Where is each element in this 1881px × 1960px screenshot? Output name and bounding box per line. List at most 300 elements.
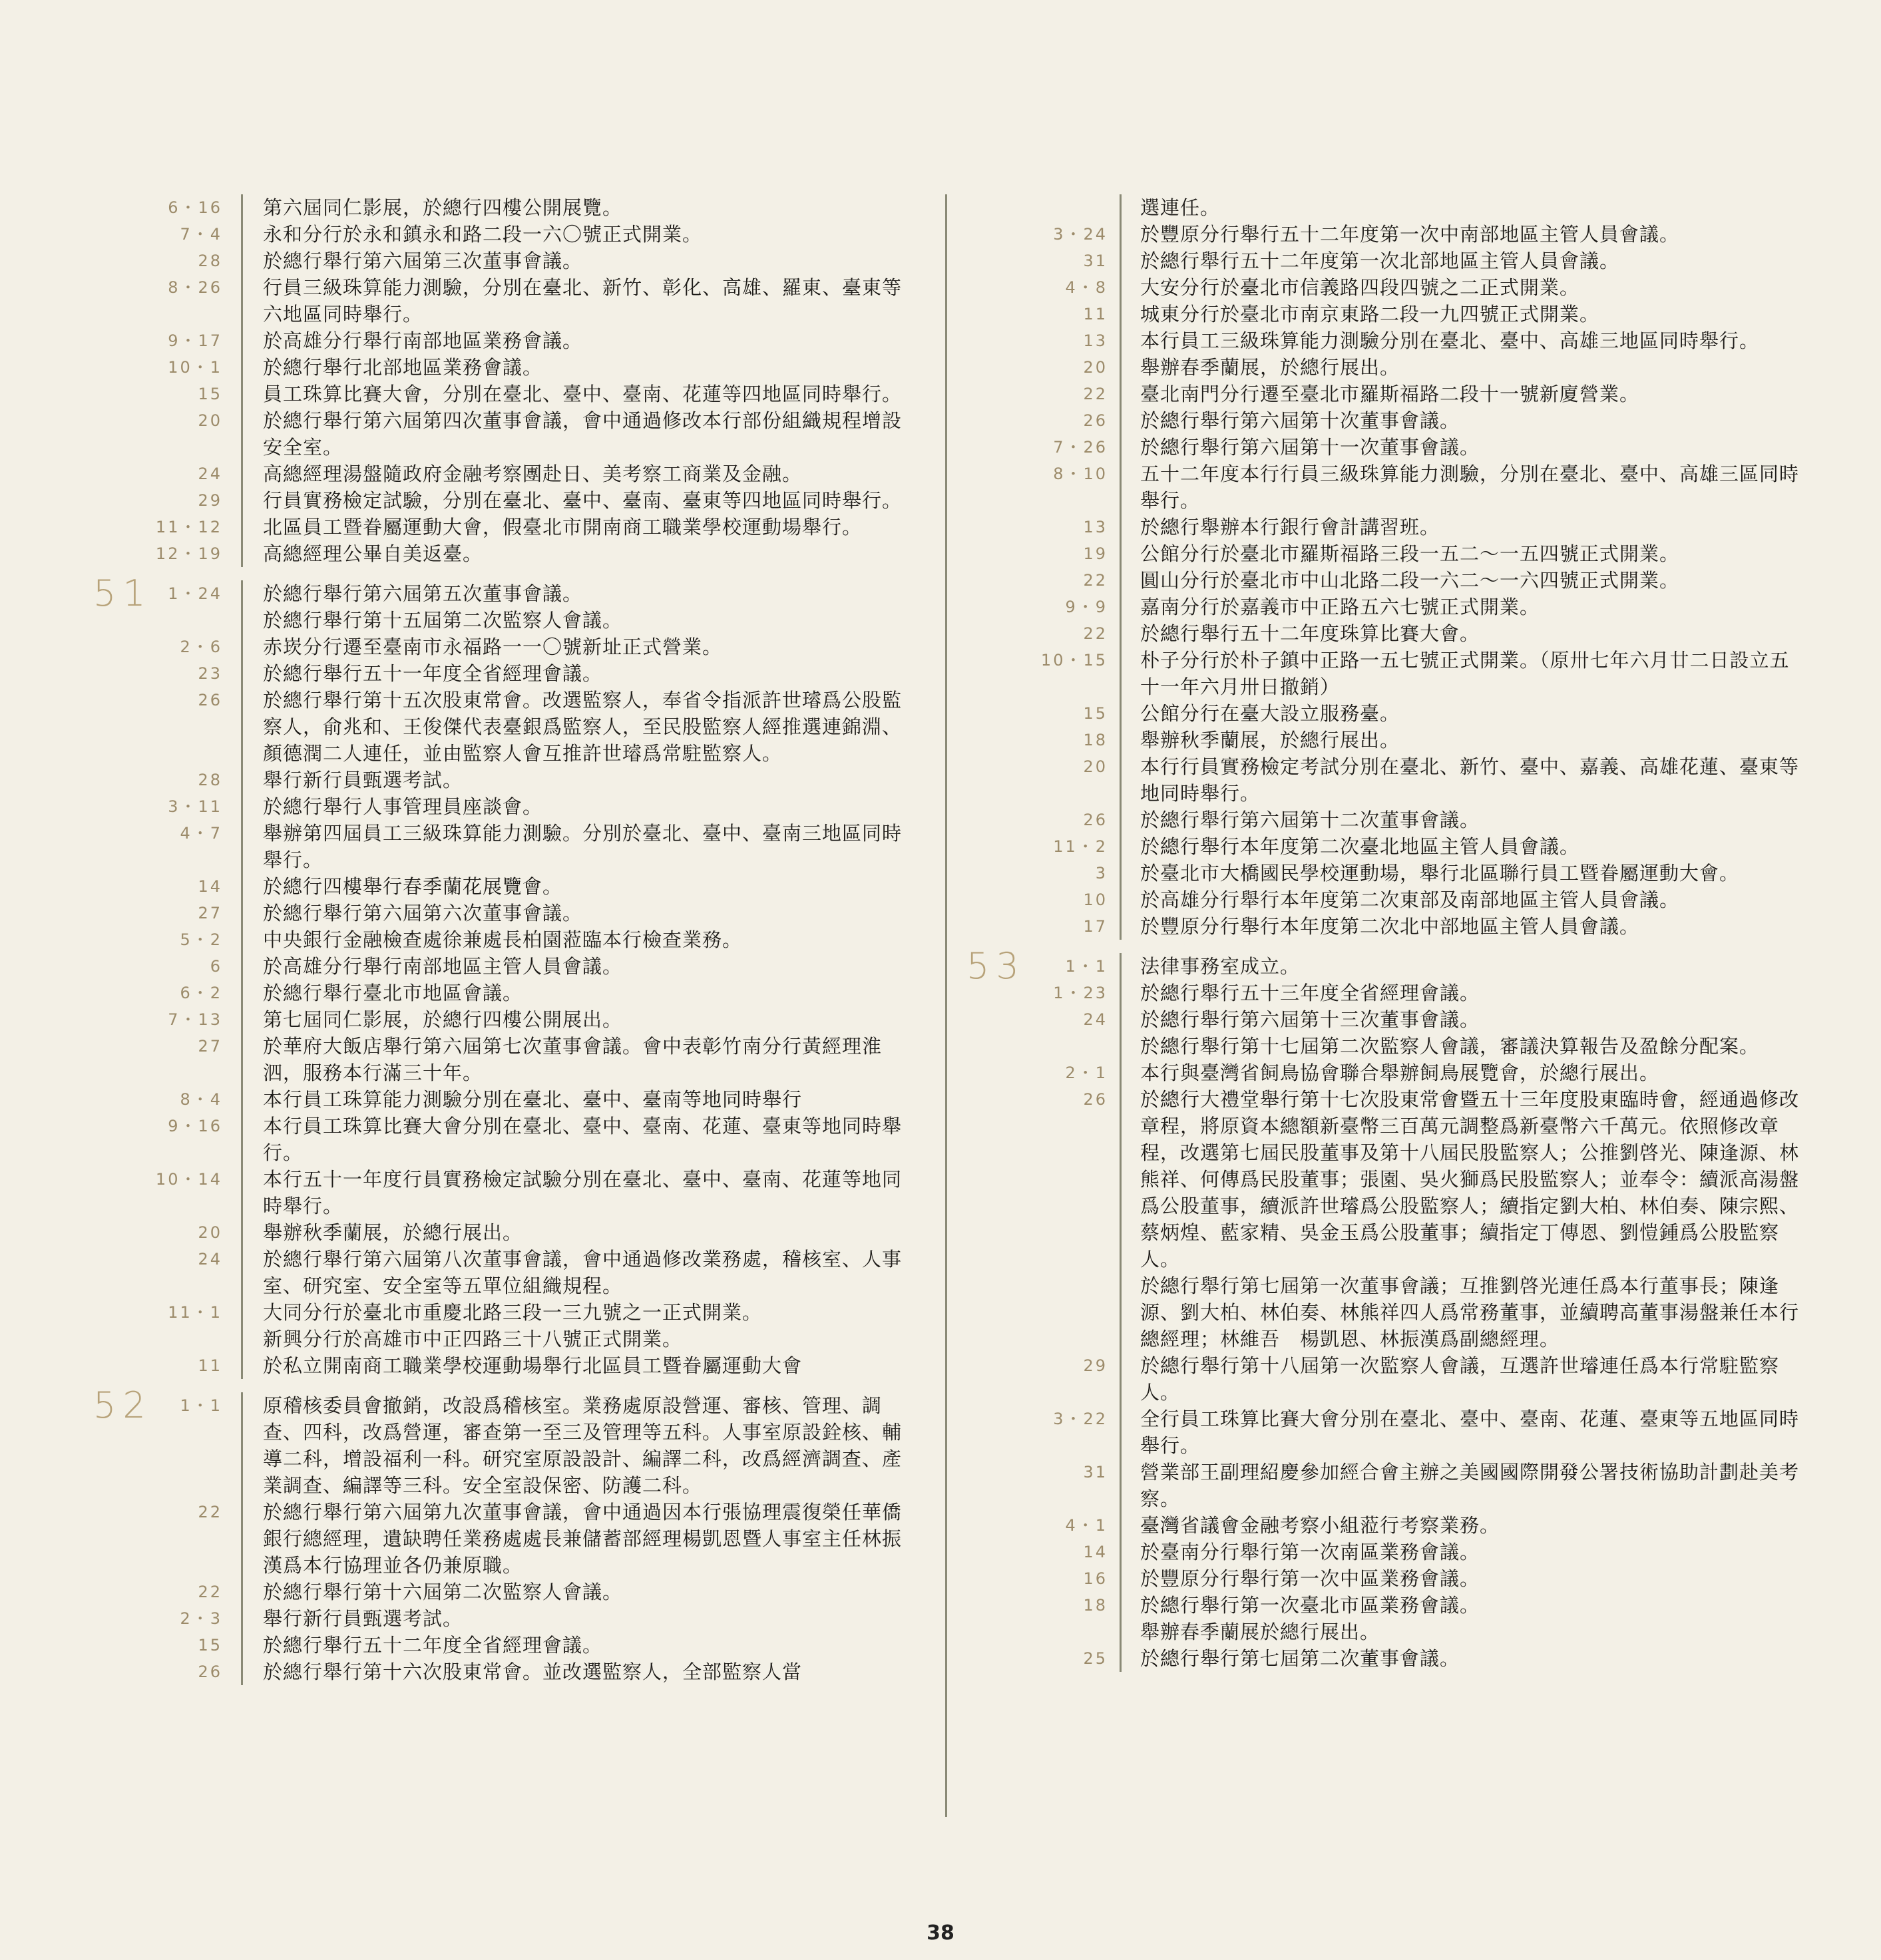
timeline-rule	[1120, 1459, 1122, 1512]
entry-date: 3・24	[1053, 225, 1108, 244]
timeline-rule	[241, 980, 243, 1006]
timeline-rule	[241, 793, 243, 820]
timeline-rule	[241, 820, 243, 873]
year-marker: 53	[966, 945, 1026, 987]
entry-date: 15	[198, 385, 222, 403]
timeline-rule	[241, 248, 243, 274]
entry-text: 本行與臺灣省飼鳥協會聯合舉辦飼鳥展覽會，於總行展出。	[1140, 1062, 1660, 1084]
entry-date: 7・13	[168, 1010, 222, 1029]
timeline-rule	[1120, 1352, 1122, 1406]
column-divider	[945, 194, 947, 1817]
timeline-rule	[1120, 1406, 1122, 1459]
timeline-rule	[1120, 514, 1122, 540]
chronology-entry	[0, 793, 905, 820]
entry-text: 五十二年度本行行員三級珠算能力測驗，分別在臺北、臺中、高雄三區同時舉行。	[1140, 463, 1800, 512]
entry-text: 於私立開南商工職業學校運動場舉行北區員工暨眷屬運動大會	[263, 1354, 803, 1377]
entry-text: 於總行舉行第六屆第十次董事會議。	[1140, 409, 1460, 432]
chronology-entry	[958, 407, 1806, 434]
entry-text: 於豐原分行舉行本年度第二次北中部地區主管人員會議。	[1140, 915, 1640, 938]
timeline-rule	[1120, 1086, 1122, 1273]
entry-date: 12・19	[155, 544, 222, 563]
entry-text: 於總行舉行第十七屆第二次監察人會議，審議決算報告及盈餘分配案。	[1140, 1035, 1760, 1058]
entry-date: 6	[210, 957, 222, 976]
entry-text: 本行員工珠算能力測驗分別在臺北、臺中、臺南等地同時舉行	[263, 1088, 803, 1111]
entry-date: 22	[198, 1583, 222, 1601]
timeline-rule	[1120, 886, 1122, 913]
timeline-rule	[1120, 274, 1122, 301]
chronology-entry	[958, 1512, 1806, 1539]
entry-text: 於總行舉行五十二年度第一次北部地區主管人員會議。	[1140, 250, 1620, 272]
entry-text: 舉辦秋季蘭展，於總行展出。	[1140, 729, 1400, 751]
timeline-rule	[241, 461, 243, 487]
entry-date: 3・22	[1053, 1410, 1108, 1428]
year-marker: 52	[93, 1384, 152, 1426]
entry-date: 28	[198, 771, 222, 789]
entry-text: 臺灣省議會金融考察小組蒞行考察業務。	[1140, 1514, 1500, 1537]
chronology-entry	[958, 274, 1806, 301]
chronology-entry	[0, 980, 905, 1006]
chronology-entry	[0, 820, 905, 873]
entry-text: 營業部王副理紹慶參加經合會主辦之美國國際開發公署技術協助計劃赴美考察。	[1140, 1461, 1800, 1510]
entry-text: 員工珠算比賽大會，分別在臺北、臺中、臺南、花蓮等四地區同時舉行。	[263, 383, 903, 405]
entry-text: 於總行舉行第六屆第十二次董事會議。	[1140, 809, 1480, 831]
chronology-entry	[0, 926, 905, 953]
timeline-rule	[241, 1299, 243, 1326]
entry-date: 22	[198, 1503, 222, 1521]
chronology-entry	[958, 860, 1806, 886]
timeline-rule	[241, 1006, 243, 1033]
entry-date: 26	[1083, 411, 1108, 430]
entry-text: 於總行舉辦本行銀行會計講習班。	[1140, 516, 1440, 538]
chronology-entry	[958, 1352, 1806, 1406]
entry-date: 20	[198, 1223, 222, 1242]
entry-text: 大安分行於臺北市信義路四段四號之二正式開業。	[1140, 276, 1580, 299]
timeline-rule	[1120, 647, 1122, 700]
entry-text: 新興分行於高雄市中正四路三十八號正式開業。	[263, 1328, 683, 1350]
chronology-entry	[0, 1632, 905, 1659]
timeline-rule	[1120, 194, 1122, 221]
entry-text: 舉辦春季蘭展於總行展出。	[1140, 1621, 1380, 1643]
timeline-rule	[241, 1632, 243, 1659]
entry-date: 9・9	[1065, 598, 1108, 616]
timeline-rule	[241, 381, 243, 407]
entry-text: 城東分行於臺北市南京東路二段一九四號正式開業。	[1140, 303, 1600, 325]
chronology-entry	[958, 1060, 1806, 1086]
chronology-entry	[0, 767, 905, 793]
entry-text: 於總行舉行第六屆第八次董事會議，會中通過修改業務處，稽核室、人事室、研究室、安全室等五單位組織規程。	[263, 1248, 903, 1297]
chronology-entry	[0, 1579, 905, 1605]
entry-date: 22	[1083, 571, 1108, 590]
timeline-rule	[1120, 354, 1122, 381]
entry-text: 行員實務檢定試驗，分別在臺北、臺中、臺南、臺東等四地區同時舉行。	[263, 489, 903, 512]
timeline-rule	[241, 1086, 243, 1113]
timeline-rule	[241, 1246, 243, 1299]
chronology-entry	[0, 221, 905, 248]
entry-date: 2・6	[180, 638, 222, 656]
chronology-left-column	[0, 194, 905, 1685]
chronology-entry	[958, 647, 1806, 700]
entry-text: 舉行新行員甄選考試。	[263, 769, 463, 791]
entry-date: 11・2	[1053, 837, 1108, 856]
page-number: 38	[927, 1921, 954, 1945]
chronology-entry	[958, 194, 1806, 221]
entry-date: 27	[198, 904, 222, 922]
entry-text: 第六屆同仁影展，於總行四樓公開展覽。	[263, 196, 623, 219]
chronology-right-column	[958, 194, 1806, 1672]
entry-text: 於總行舉行第六屆第十一次董事會議。	[1140, 436, 1480, 459]
entry-text: 於總行舉行五十二年度珠算比賽大會。	[1140, 622, 1480, 645]
entry-text: 高總經理湯盤隨政府金融考察團赴日、美考察工商業及金融。	[263, 463, 803, 485]
entry-date: 4・1	[1065, 1516, 1108, 1535]
timeline-rule	[1120, 980, 1122, 1006]
chronology-entry	[958, 807, 1806, 833]
entry-date: 10	[1083, 890, 1108, 909]
entry-date: 15	[198, 1636, 222, 1655]
entry-date: 19	[1083, 544, 1108, 563]
entry-text: 嘉南分行於嘉義市中正路五六七號正式開業。	[1140, 596, 1540, 618]
entry-date: 23	[198, 664, 222, 683]
chronology-entry	[958, 980, 1806, 1006]
chronology-entry	[0, 607, 905, 634]
timeline-rule	[241, 354, 243, 381]
chronology-entry	[0, 274, 905, 327]
entry-text: 於華府大飯店舉行第六屆第七次董事會議。會中表彰竹南分行黃經理淮泗，服務本行滿三十年。	[263, 1035, 883, 1084]
timeline-rule	[1120, 727, 1122, 753]
timeline-rule	[241, 1219, 243, 1246]
chronology-entry	[958, 540, 1806, 567]
chronology-entry	[0, 572, 905, 614]
chronology-entry	[0, 1384, 905, 1499]
entry-text: 於總行舉行第六屆第九次董事會議，會中通過因本行張協理震復榮任華僑銀行總經理，遺缺聘任業務處處長兼儲蓄部經理楊凱恩暨人事室主任林振漢爲本行協理並各仍兼原職。	[263, 1501, 903, 1577]
chronology-entry	[0, 461, 905, 487]
timeline-rule	[241, 580, 243, 607]
chronology-entry	[0, 1352, 905, 1379]
timeline-rule	[1120, 1539, 1122, 1565]
chronology-entry	[0, 381, 905, 407]
entry-text: 於總行舉行第六屆第五次董事會議。	[263, 582, 583, 605]
chronology-entry	[958, 1459, 1806, 1512]
entry-text: 本行員工珠算比賽大會分別在臺北、臺中、臺南、花蓮、臺東等地同時舉行。	[263, 1115, 903, 1164]
entry-text: 於高雄分行舉行南部地區主管人員會議。	[263, 955, 623, 978]
entry-text: 於豐原分行舉行第一次中區業務會議。	[1140, 1567, 1480, 1590]
timeline-rule	[1120, 1619, 1122, 1645]
chronology-entry	[0, 1246, 905, 1299]
timeline-rule	[241, 1579, 243, 1605]
entry-date: 14	[1083, 1543, 1108, 1561]
entry-text: 於總行舉行第七屆第一次董事會議；互推劉啓光連任爲本行董事長；陳逢源、劉大柏、林伯奏、林熊祥四人爲常務董事，並續聘高董事湯盤兼任本行總經理；林維吾 楊凱恩、林振漢爲副總經理。	[1140, 1274, 1800, 1350]
entry-text: 中央銀行金融檢查處徐兼處長柏園蒞臨本行檢查業務。	[263, 928, 743, 951]
chronology-entry	[0, 687, 905, 767]
entry-text: 法律事務室成立。	[1140, 955, 1301, 978]
entry-date: 20	[1083, 358, 1108, 377]
entry-text: 於總行舉行第十五次股東常會。改選監察人，奉省令指派許世璿爲公股監察人，俞兆和、王俊傑代表臺銀爲監察人，至民股監察人經推選連錦淵、顏德潤二人連任，並由監察人會互推許世璿爲常駐監察人。	[263, 689, 903, 765]
chronology-entry	[0, 514, 905, 540]
timeline-rule	[1120, 461, 1122, 514]
entry-date: 22	[1083, 385, 1108, 403]
entry-date: 26	[1083, 811, 1108, 829]
entry-text: 高總經理公畢自美返臺。	[263, 542, 483, 565]
chronology-entry	[958, 301, 1806, 327]
timeline-rule	[241, 1605, 243, 1632]
timeline-rule	[241, 1499, 243, 1579]
timeline-rule	[241, 194, 243, 221]
chronology-entry	[0, 1299, 905, 1326]
chronology-entry	[958, 727, 1806, 753]
entry-text: 永和分行於永和鎮永和路二段一六〇號正式開業。	[263, 223, 703, 246]
entry-date: 25	[1083, 1649, 1108, 1668]
timeline-rule	[1120, 1512, 1122, 1539]
entry-date: 31	[1083, 252, 1108, 270]
entry-date: 16	[1083, 1569, 1108, 1588]
entry-text: 北區員工暨眷屬運動大會，假臺北市開南商工職業學校運動場舉行。	[263, 516, 863, 538]
entry-date: 7・26	[1053, 438, 1108, 457]
chronology-entry	[958, 1006, 1806, 1033]
entry-text: 舉辦春季蘭展，於總行展出。	[1140, 356, 1400, 379]
entry-text: 於總行舉行五十三年度全省經理會議。	[1140, 982, 1480, 1004]
entry-date: 11	[1083, 305, 1108, 323]
entry-date: 18	[1083, 1596, 1108, 1615]
entry-date: 29	[1083, 1356, 1108, 1375]
timeline-rule	[241, 873, 243, 900]
entry-date: 13	[1083, 518, 1108, 536]
entry-date: 13	[1083, 331, 1108, 350]
entry-text: 於高雄分行舉行南部地區業務會議。	[263, 329, 583, 352]
chronology-entry	[0, 634, 905, 660]
entry-date: 22	[1083, 624, 1108, 643]
entry-text: 於總行舉行第七屆第二次董事會議。	[1140, 1647, 1460, 1670]
chronology-entry	[0, 540, 905, 567]
chronology-entry	[0, 900, 905, 926]
timeline-rule	[1120, 381, 1122, 407]
chronology-entry	[0, 1499, 905, 1579]
timeline-rule	[1120, 248, 1122, 274]
timeline-rule	[241, 1166, 243, 1219]
chronology-entry	[0, 1326, 905, 1352]
entry-text: 大同分行於臺北市重慶北路三段一三九號之一正式開業。	[263, 1301, 763, 1324]
chronology-entry	[0, 1166, 905, 1219]
entry-text: 於總行舉行第十六屆第二次監察人會議。	[263, 1581, 623, 1603]
entry-date: 27	[198, 1037, 222, 1056]
timeline-rule	[241, 1113, 243, 1166]
chronology-entry	[0, 660, 905, 687]
entry-date: 7・4	[180, 225, 222, 244]
chronology-entry	[958, 886, 1806, 913]
entry-date: 1・1	[180, 1396, 222, 1415]
timeline-rule	[1120, 407, 1122, 434]
timeline-rule	[241, 687, 243, 767]
timeline-rule	[1120, 1060, 1122, 1086]
timeline-rule	[241, 540, 243, 567]
chronology-entry	[958, 567, 1806, 594]
entry-date: 26	[198, 691, 222, 709]
entry-text: 舉辦秋季蘭展，於總行展出。	[263, 1221, 523, 1244]
entry-text: 行員三級珠算能力測驗，分別在臺北、新竹、彰化、高雄、羅東、臺東等六地區同時舉行。	[263, 276, 903, 325]
chronology-entry	[0, 248, 905, 274]
timeline-rule	[1120, 913, 1122, 940]
entry-text: 於總行四樓舉行春季蘭花展覽會。	[263, 875, 563, 898]
entry-date: 10・14	[155, 1170, 222, 1189]
entry-date: 8・26	[168, 278, 222, 297]
entry-text: 於總行舉行人事管理員座談會。	[263, 795, 543, 818]
chronology-entry	[958, 913, 1806, 940]
entry-text: 原稽核委員會撤銷，改設爲稽核室。業務處原設營運、審核、管理、調查、四科，改爲營運，審查第一至三及管理等五科。人事室原設銓核、輔導二科，增設福利一科。研究室原設設計、編譯二科，改爲經濟調查、產業調查、編譯等三科。安全室設保密、防護二科。	[263, 1394, 903, 1497]
entry-text: 於總行舉行第一次臺北市區業務會議。	[1140, 1594, 1480, 1617]
entry-text: 全行員工珠算比賽大會分別在臺北、臺中、臺南、花蓮、臺東等五地區同時舉行。	[1140, 1408, 1800, 1457]
entry-text: 舉辦第四屆員工三級珠算能力測驗。分別於臺北、臺中、臺南三地區同時舉行。	[263, 822, 903, 871]
entry-date: 26	[198, 1663, 222, 1681]
entry-text: 於總行舉行本年度第二次臺北地區主管人員會議。	[1140, 835, 1580, 858]
timeline-rule	[1120, 1273, 1122, 1352]
timeline-rule	[1120, 753, 1122, 807]
chronology-entry	[0, 953, 905, 980]
entry-text: 於總行舉行五十二年度全省經理會議。	[263, 1634, 603, 1657]
timeline-rule	[241, 900, 243, 926]
timeline-rule	[241, 514, 243, 540]
entry-date: 8・10	[1053, 465, 1108, 483]
timeline-rule	[241, 1659, 243, 1685]
timeline-rule	[241, 274, 243, 327]
chronology-entry	[958, 620, 1806, 647]
timeline-rule	[241, 1033, 243, 1086]
entry-text: 於豐原分行舉行五十二年度第一次中南部地區主管人員會議。	[1140, 223, 1680, 246]
timeline-rule	[241, 634, 243, 660]
entry-date: 10・15	[1040, 651, 1108, 670]
timeline-rule	[1120, 700, 1122, 727]
entry-date: 11	[198, 1356, 222, 1375]
entry-text: 於總行舉行第六屆第十三次董事會議。	[1140, 1008, 1480, 1031]
timeline-rule	[1120, 1645, 1122, 1672]
entry-text: 於總行舉行臺北市地區會議。	[263, 982, 523, 1004]
entry-date: 31	[1083, 1463, 1108, 1481]
timeline-rule	[241, 407, 243, 461]
chronology-entry	[958, 1273, 1806, 1352]
chronology-entry	[958, 514, 1806, 540]
chronology-entry	[958, 354, 1806, 381]
entry-date: 18	[1083, 731, 1108, 749]
chronology-entry	[0, 407, 905, 461]
entry-date: 1・23	[1053, 984, 1108, 1002]
entry-date: 2・3	[180, 1609, 222, 1628]
chronology-entry	[958, 381, 1806, 407]
entry-text: 於總行舉行第六屆第四次董事會議，會中通過修改本行部份組織規程增設安全室。	[263, 409, 903, 459]
entry-text: 臺北南門分行遷至臺北市羅斯福路二段十一號新廈營業。	[1140, 383, 1640, 405]
timeline-rule	[1120, 833, 1122, 860]
timeline-rule	[1120, 860, 1122, 886]
chronology-entry	[0, 873, 905, 900]
entry-date: 1・1	[1065, 957, 1108, 976]
timeline-rule	[1120, 434, 1122, 461]
entry-text: 公館分行在臺大設立服務臺。	[1140, 702, 1400, 725]
entry-date: 8・4	[180, 1090, 222, 1109]
chronology-entry	[958, 833, 1806, 860]
chronology-entry	[0, 1605, 905, 1632]
chronology-entry	[958, 221, 1806, 248]
entry-text: 於總行舉行第十五屆第二次監察人會議。	[263, 609, 623, 632]
entry-text: 圓山分行於臺北市中山北路二段一六二～一六四號正式開業。	[1140, 569, 1680, 592]
entry-text: 於總行大禮堂舉行第十七次股東常會暨五十三年度股東臨時會，經通過修改章程，將原資本總額新臺幣三百萬元調整爲新臺幣六千萬元。依照修改章程，改選第七屆民股董事及第十八屆民股監察人；公推劉啓光、陳逢源、林熊祥、何傳爲民股董事；張園、吳火獅爲民股監察人；並奉令：續派高湯盤爲公股董事，續派許世璿爲公股監察人；續指定劉大柏、林伯奏、陳宗熙、蔡炳煌、藍家精、吳金玉爲公股董事；續指定丁傳恩、劉愷鍾爲公股監察人。	[1140, 1088, 1800, 1271]
entry-date: 28	[198, 252, 222, 270]
entry-date: 2・1	[1065, 1064, 1108, 1082]
entry-date: 15	[1083, 704, 1108, 723]
chronology-entry	[0, 487, 905, 514]
entry-date: 24	[198, 465, 222, 483]
chronology-entry	[0, 1113, 905, 1166]
entry-text: 本行員工三級珠算能力測驗分別在臺北、臺中、高雄三地區同時舉行。	[1140, 329, 1760, 352]
entry-text: 本行行員實務檢定考試分別在臺北、新竹、臺中、嘉義、高雄花蓮、臺東等地同時舉行。	[1140, 755, 1800, 805]
entry-text: 赤崁分行遷至臺南市永福路一一〇號新址正式營業。	[263, 636, 723, 658]
chronology-entry	[958, 1406, 1806, 1459]
timeline-rule	[1120, 540, 1122, 567]
chronology-entry	[0, 1219, 905, 1246]
chronology-entry	[0, 1086, 905, 1113]
entry-text: 於總行舉行第十八屆第一次監察人會議，互選許世璿連任爲本行常駐監察人。	[1140, 1354, 1780, 1404]
chronology-entry	[958, 1592, 1806, 1619]
entry-text: 於臺南分行舉行第一次南區業務會議。	[1140, 1541, 1480, 1563]
entry-text: 於臺北市大橋國民學校運動場，舉行北區聯行員工暨眷屬運動大會。	[1140, 862, 1740, 884]
chronology-entry	[0, 354, 905, 381]
timeline-rule	[1120, 567, 1122, 594]
chronology-entry	[958, 1619, 1806, 1645]
timeline-rule	[241, 1326, 243, 1352]
chronology-entry	[0, 1006, 905, 1033]
entry-text: 舉行新行員甄選考試。	[263, 1607, 463, 1630]
entry-date: 1・24	[168, 584, 222, 603]
chronology-entry	[958, 1086, 1806, 1273]
chronology-entry	[0, 194, 905, 221]
chronology-entry	[958, 753, 1806, 807]
chronology-entry	[958, 327, 1806, 354]
chronology-entry	[958, 248, 1806, 274]
entry-text: 第七屆同仁影展，於總行四樓公開展出。	[263, 1008, 623, 1031]
chronology-entry	[958, 1565, 1806, 1592]
entry-date: 9・17	[168, 331, 222, 350]
entry-date: 6・2	[180, 984, 222, 1002]
entry-text: 於總行舉行第十六次股東常會。並改選監察人，全部監察人當	[263, 1661, 803, 1683]
timeline-rule	[241, 926, 243, 953]
timeline-rule	[1120, 594, 1122, 620]
entry-date: 26	[1083, 1090, 1108, 1109]
timeline-rule	[1120, 1006, 1122, 1033]
entry-date: 9・16	[168, 1117, 222, 1135]
chronology-entry	[958, 434, 1806, 461]
entry-date: 5・2	[180, 930, 222, 949]
entry-text: 選連任。	[1140, 196, 1221, 219]
entry-text: 朴子分行於朴子鎮中正路一五七號正式開業。（原卅七年六月廿二日設立五十一年六月卅日撤銷）	[1140, 649, 1790, 698]
entry-text: 公館分行於臺北市羅斯福路三段一五二～一五四號正式開業。	[1140, 542, 1680, 565]
timeline-rule	[241, 1392, 243, 1499]
chronology-entry	[958, 1033, 1806, 1060]
chronology-entry	[958, 1539, 1806, 1565]
entry-date: 3	[1095, 864, 1108, 882]
entry-date: 11・1	[168, 1303, 222, 1322]
entry-date: 14	[198, 877, 222, 896]
entry-date: 6・16	[168, 198, 222, 217]
entry-text: 於總行舉行五十一年度全省經理會議。	[263, 662, 603, 685]
chronology-entry	[958, 945, 1806, 987]
entry-date: 20	[1083, 757, 1108, 776]
entry-date: 17	[1083, 917, 1108, 936]
entry-date: 20	[198, 411, 222, 430]
chronology-entry	[0, 1033, 905, 1086]
entry-date: 4・7	[180, 824, 222, 843]
entry-date: 11・12	[155, 518, 222, 536]
chronology-entry	[958, 1645, 1806, 1672]
timeline-rule	[1120, 1565, 1122, 1592]
entry-text: 於高雄分行舉行本年度第二次東部及南部地區主管人員會議。	[1140, 888, 1680, 911]
timeline-rule	[1120, 620, 1122, 647]
chronology-entry	[0, 1659, 905, 1685]
entry-date: 24	[1083, 1010, 1108, 1029]
